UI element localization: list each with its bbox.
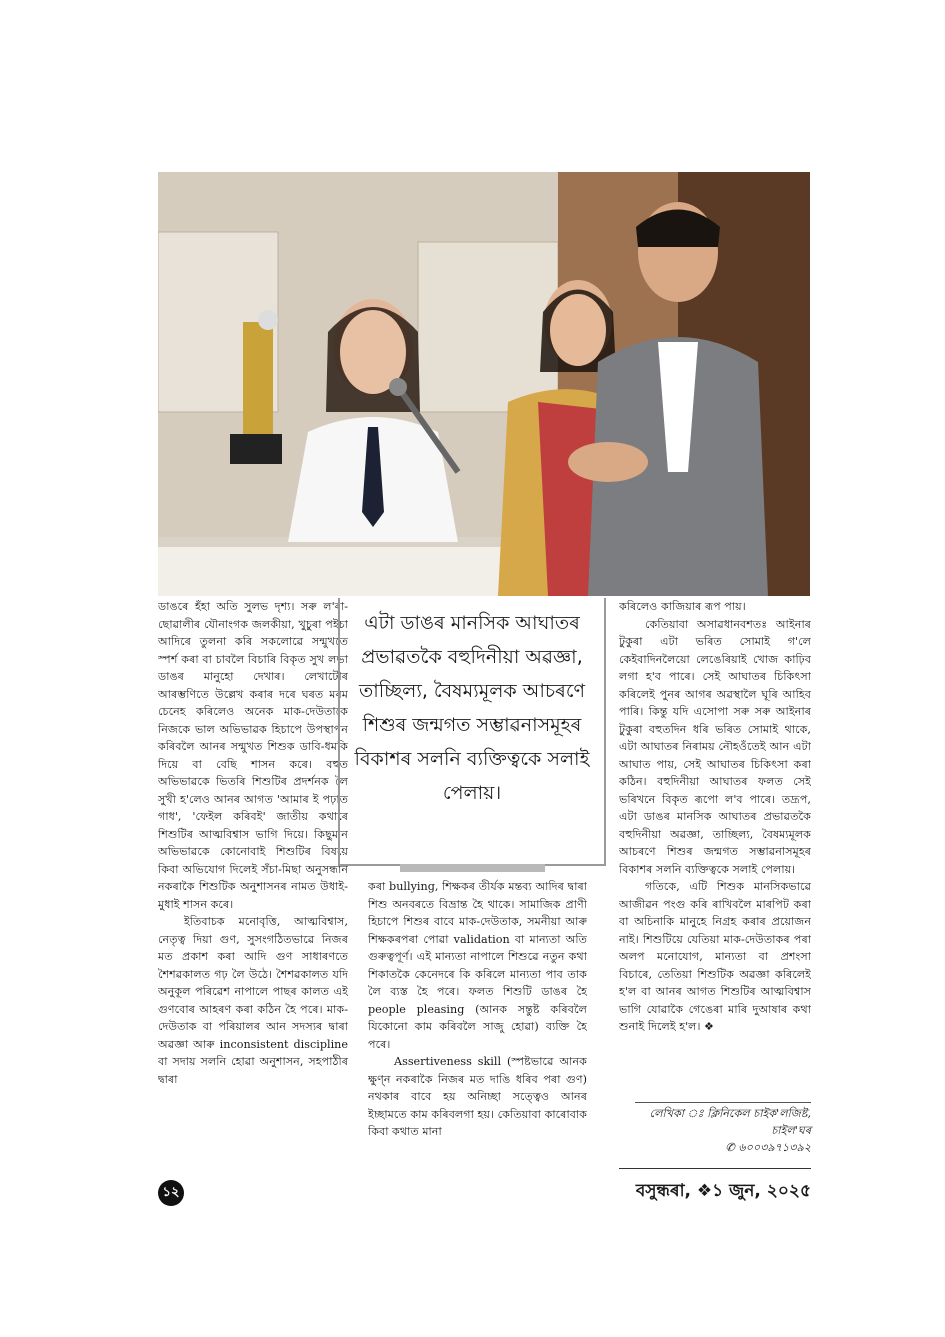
col2-paragraph-2: Assertiveness skill (স্পষ্টভাৱে আনক ক্ষুণ্ন নকৰাকৈ নিজৰ মত দাঙি ধৰিব পৰা গুণ) নথকাৰ বাবে হয় অনিচ্ছা সত্ত্বেও আনৰ ইচ্ছামতে কাম কৰিবলগা হয়। কেতিয়াবা কাৰোবাক কিবা কথাত মানা (368, 1055, 587, 1138)
pull-quote: এটা ডাঙৰ মানসিক আঘাতৰ প্ৰভাৱতকৈ বহুদিনীয়া অৱজ্ঞা, তাচ্ছিল্য, বৈষম্যমূলক আচৰণে শিশুৰ জন্মগত সম্ভাৱনাসমূহৰ বিকাশৰ সলনি ব্যক্তিত্বকে সলাই পেলায়। (338, 598, 606, 866)
page-number: ১২ (158, 1180, 184, 1206)
article-photo (158, 172, 810, 596)
magazine-issue: বসুন্ধৰা, ❖১ জুন, ২০২৫ (635, 1181, 811, 1201)
article-column-1 (158, 598, 348, 1172)
pull-quote-bar (400, 864, 545, 872)
col3-paragraph-2: কেতিয়াবা অসাৱধানবশতঃ আইনাৰ টুকুৰা এটা ভৰিত সোমাই গ'লে কেইবাদিনলৈয়ো লেঙেৰিয়াই খোজ কাঢ়িব লগা হ'ব পাৰে। সেই আঘাতৰ চিকিৎসা কৰিলেই পুনৰ আগৰ অৱস্থালৈ ঘূৰি আহিব পাৰি। কিন্তু যদি এসোপা সৰু সৰু আইনাৰ টুকুৰা বহুতদিন ধৰি ভৰিত সোমাই থাকে, এটা আঘাতৰ নিৰাময় নৌহওঁতেই আন এটা আঘাত পায়, সেই আঘাতৰ চিকিৎসা কৰা কঠিন। বহুদিনীয়া আঘাতৰ ফলত সেই ভৰিখনে বিকৃত ৰূপো ল'ব পাৰে। তদ্ৰূপ, এটা ডাঙৰ মানসিক আঘাতৰ প্ৰভাৱতকৈ বহুদিনীয়া অৱজ্ঞা, তাচ্ছিল্য, বৈষম্যমূলক আচৰণে শিশুৰ জন্মগত সম্ভাৱনাসমূহৰ বিকাশৰ সলনি ব্যক্তিত্বকে সলাই পেলায়। (619, 617, 811, 876)
credit-line-2: চাইল'ঘৰ (771, 1124, 811, 1137)
col1-paragraph-2: ইতিবাচক মনোবৃত্তি, আত্মবিশ্বাস, নেতৃত্ব দিয়া গুণ, সুসংগঠিতভাৱে নিজৰ মত প্ৰকাশ কৰা আদি গুণ সাধাৰণতে শৈশৱকালত গঢ় লৈ উঠে। শৈশৱকালত যদি অনুকূল পৰিৱেশ নাপালে পাছৰ কালত এই গুণবোৰ আহৰণ কৰা কঠিন হৈ পৰে। মাক-দেউতাক বা পৰিয়ালৰ আন সদস্যৰ দ্বাৰা অৱজ্ঞা আৰু inconsistent discipline বা সদায় সলনি হোৱা অনুশাসন, সহপাঠীৰ দ্বাৰা (158, 915, 348, 1086)
col3-paragraph-1: কৰিলেও কাজিয়াৰ ৰূপ পায়। (619, 600, 746, 613)
credit-phone: ✆ ৬০০৩৯৭১৩৯২ (725, 1141, 811, 1154)
col2-paragraph-1: কৰা bullying, শিক্ষকৰ তীৰ্যক মন্তব্য আদিৰ দ্বাৰা শিশু অনবৰতে বিভ্ৰান্ত হৈ থাকে। সামাজিক প্ৰাণী হিচাপে শিশুৰ বাবে মাক-দেউতাক, সমনীয়া আৰু শিক্ষকৰপৰা পোৱা validation বা মান্যতা অতি গুৰুত্বপূৰ্ণ। এই মান্যতা নাপালে শিশুৱে নতুন কথা শিকাতকৈ কেনেদৰে কি কৰিলে মান্যতা পাব তাক লৈ ব্যস্ত হৈ পৰে। ফলত শিশুটি ডাঙৰ হৈ people pleasing (আনক সন্তুষ্ট কৰিবলৈ যিকোনো কাম কৰিবলৈ সাজু হোৱা) ব্যক্তি হৈ পৰে। (368, 880, 587, 1051)
credit-divider (635, 1102, 811, 1103)
article-column-2 (368, 878, 587, 1178)
col1-paragraph-1: ডাঙৰে হঁহা অতি সুলভ দৃশ্য। সৰু ল'ৰা-ছোৱালীৰ যৌনাংগক জলকীয়া, খুচুৰা পইচা আদিৰে তুলনা কৰি সকলোৱে সন্মুখতে স্পৰ্শ কৰা বা চাবলৈ বিচাৰি বিকৃত সুখ লভা ডাঙৰ মানুহো দেখাৰ। লেখাটোৰ আৰম্ভণিতে উল্লেখ কৰাৰ দৰে ঘৰত মৰম চেনেহ কৰিলেও অনেক মাক-দেউতাকে নিজকে ভাল অভিভাৱক হিচাপে উপস্থাপন কৰিবলৈ আনৰ সন্মুখত শিশুক ডাবি-ধমকি দিয়ে বা বেছি শাসন কৰে। বহুত অভিভাৱকে ভিতৰি শিশুটিৰ প্ৰদৰ্শনক লৈ সুখী হ'লেও আনৰ আগত 'আমাৰ ই পঢ়াত গাধ', 'ফেইল কৰিবই' জাতীয় কথাৰে শিশুটিৰ আত্মবিশ্বাস ভাগি দিয়ে। কিছুমান অভিভাৱকে কোনোবাই শিশুটিৰ বিষয়ে কিবা অভিযোগ দিলেই সঁচা-মিছা অনুসন্ধান নকৰাকৈ শিশুটিক অনুশাসনৰ নামত উধাই-মুধাই শাসন কৰে। (158, 600, 348, 911)
col3-paragraph-3: গতিকে, এটি শিশুক মানসিকভাৱে আজীৱন পংগু কৰি ৰাখিবলৈ মাৰপিট কৰা বা অচিনাকি মানুহে নিগ্ৰহ কৰাৰ প্ৰয়োজন নাই। শিশুটিয়ে যেতিয়া মাক-দেউতাকৰ পৰা অলপ মনোযোগ, মান্যতা বা প্ৰশংসা বিচাৰে, তেতিয়া শিশুটিক অৱজ্ঞা কৰিলেই হ'ল বা আনৰ আগত শিশুটিৰ আত্মবিশ্বাস ভাগি যোৱাকৈ গেঙেৰা মাৰি দুআষাৰ কথা শুনাই দিলেই হ'ল। ❖ (619, 880, 811, 1033)
footer-rule (619, 1168, 811, 1169)
author-credit (619, 1105, 811, 1156)
photo-illustration (158, 172, 810, 596)
article-column-3 (619, 598, 811, 1098)
credit-line-1: লেখিকা ঃ ক্লিনিকেল চাইক'লজিষ্ট, (649, 1107, 811, 1120)
